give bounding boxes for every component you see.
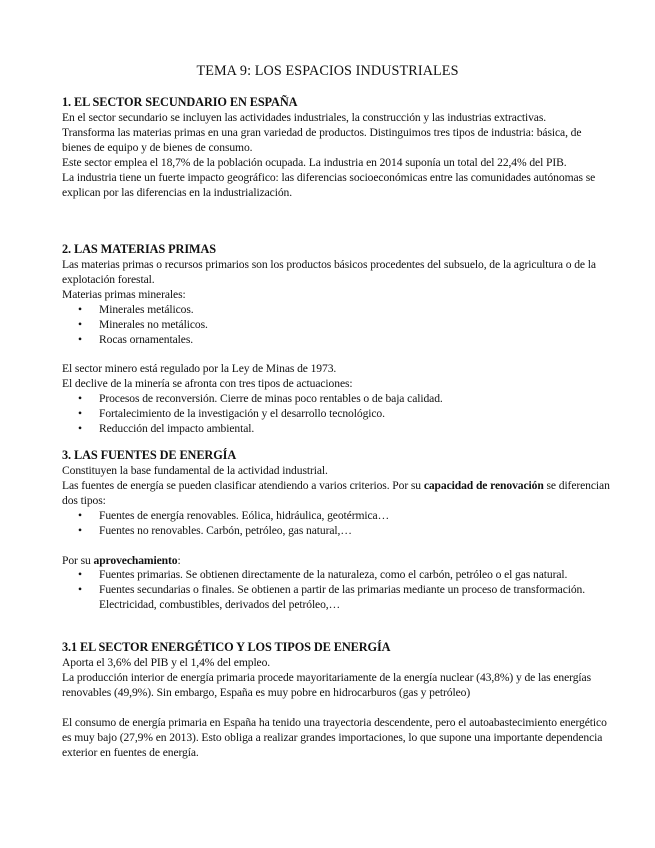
paragraph: La industria tiene un fuerte impacto geográfico: las diferencias socioeconómicas entre las comunidades autónomas se explican por las diferencias en la industrialización.: [62, 170, 596, 199]
paragraph: La producción interior de energía primaria procede mayoritariamente de la energía nuclear (43,8%) y de las energías renovables (49,9%). Sin embargo, España es muy pobre en hidrocarburos (gas y petróleo): [62, 670, 591, 699]
section-materias-primas: [62, 242, 610, 437]
bullet-list: [62, 568, 610, 613]
list-item: • Fuentes primarias. Se obtienen directamente de la naturaleza, como el carbón, petróleo o el gas natural.: [62, 568, 610, 583]
section-fuentes-energia: [62, 448, 610, 613]
bold-term: capacidad de renovación: [423, 478, 544, 492]
text-run: Por su: [62, 553, 94, 567]
paragraph: Transforma las materias primas en una gran variedad de productos. Distinguimos tres tipos de industria: básica, de bienes de equipo y de bienes de consumo.: [62, 125, 582, 154]
list-item: • Procesos de reconversión. Cierre de minas poco rentables o de baja calidad.: [62, 392, 610, 407]
bullet-list: [62, 509, 610, 539]
paragraph: Constituyen la base fundamental de la actividad industrial.: [62, 464, 328, 477]
paragraph: El declive de la minería se afronta con tres tipos de actuaciones:: [62, 377, 353, 391]
bullet-list: [62, 392, 610, 437]
paragraph: Materias primas minerales:: [62, 287, 186, 301]
list-item: • Fuentes no renovables. Carbón, petróleo, gas natural,…: [62, 524, 610, 539]
list-item: • Minerales metálicos.: [62, 303, 610, 318]
paragraph: En el sector secundario se incluyen las actividades industriales, la construcción y las industrias extractivas.: [62, 111, 547, 124]
list-item: • Fuentes de energía renovables. Eólica, hidráulica, geotérmica…: [62, 509, 610, 524]
paragraph: Este sector emplea el 18,7% de la población ocupada. La industria en 2014 suponía un total del 22,4% del PIB.: [62, 155, 567, 169]
list-item: • Fortalecimiento de la investigación y el desarrollo tecnológico.: [62, 407, 610, 422]
paragraph: [62, 554, 610, 569]
paragraph: El consumo de energía primaria en España ha tenido una trayectoria descendente, pero el autoabastecimiento energético es muy bajo (27,9% en 2013). Esto obliga a realizar grandes importaciones, lo que supone una importante dependencia exterior en fuentes de energía.: [62, 715, 607, 759]
text-run: se diferencian dos tipos:: [62, 478, 610, 507]
section-sector-energetico: [62, 640, 610, 760]
paragraph: El sector minero está regulado por la Ley de Minas de 1973.: [62, 362, 337, 376]
bullet-list: [62, 303, 610, 348]
page-title: TEMA 9: LOS ESPACIOS INDUSTRIALES: [196, 63, 459, 79]
section-heading: 3. LAS FUENTES DE ENERGÍA: [62, 448, 237, 462]
text-run: :: [177, 553, 181, 567]
section-heading: 2. LAS MATERIAS PRIMAS: [62, 242, 217, 256]
section-heading: 3.1 EL SECTOR ENERGÉTICO Y LOS TIPOS DE ENERGÍA: [62, 640, 391, 654]
paragraph: [62, 479, 610, 509]
bold-term: aprovechamiento: [93, 553, 178, 567]
paragraph: Aporta el 3,6% del PIB y el 1,4% del empleo.: [62, 656, 271, 669]
list-item: • Rocas ornamentales.: [62, 333, 610, 348]
list-item: • Minerales no metálicos.: [62, 318, 610, 333]
section-sector-secundario: [62, 95, 610, 200]
list-item: • Fuentes secundarias o finales. Se obtienen a partir de las primarias mediante un proceso de transformación. Electricidad, combustibles, derivados del petróleo,…: [62, 583, 610, 613]
list-item: • Reducción del impacto ambiental.: [62, 422, 610, 437]
text-run: Las fuentes de energía se pueden clasificar atendiendo a varios criterios. Por su: [62, 478, 424, 492]
paragraph: Las materias primas o recursos primarios son los productos básicos procedentes del subsuelo, de la agricultura o de la explotación forestal.: [62, 258, 596, 286]
section-heading: 1. EL SECTOR SECUNDARIO EN ESPAÑA: [62, 95, 298, 109]
